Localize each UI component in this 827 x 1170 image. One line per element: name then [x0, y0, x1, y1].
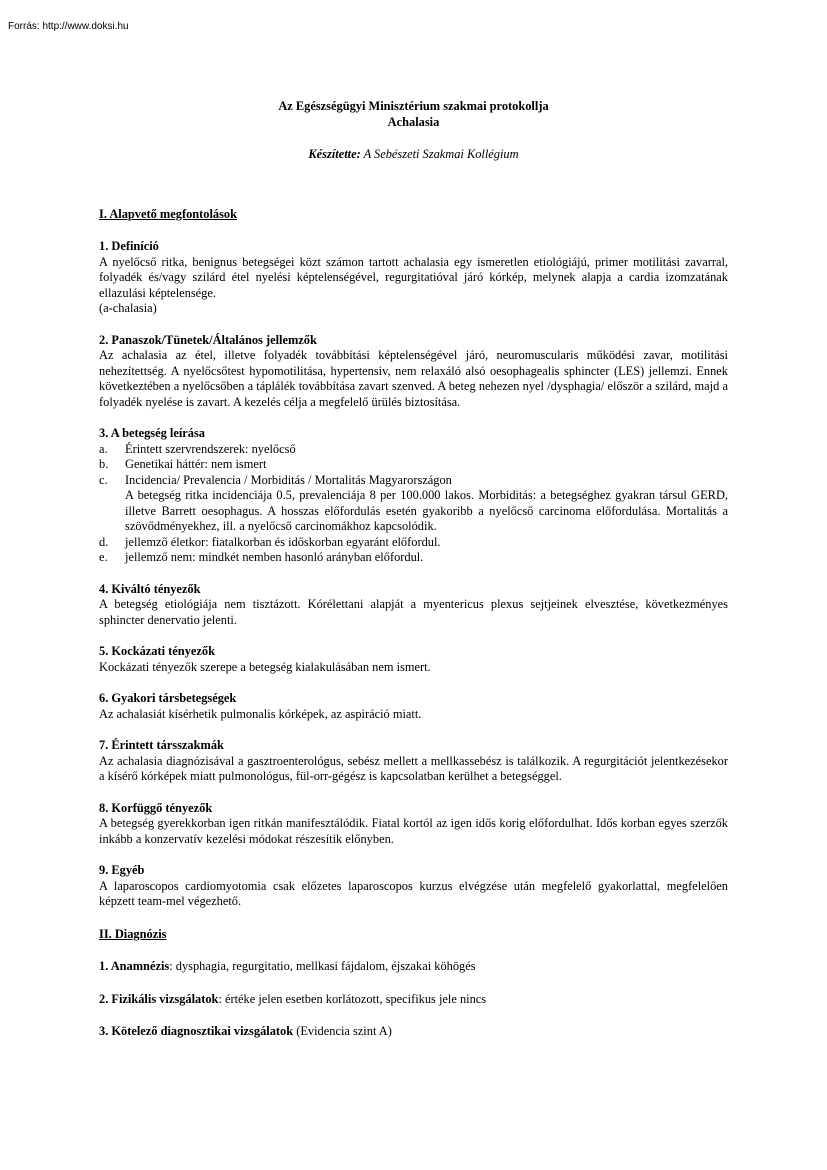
diagnosis-text-2: : értéke jelen esetben korlátozott, specifikus jele nincs	[218, 991, 487, 1006]
document-subtitle: Achalasia	[387, 114, 440, 129]
diagnosis-text-3: (Evidencia szint A)	[293, 1024, 392, 1038]
subsection-text-4: A betegség etiológiája nem tisztázott. Kórélettani alapját a myentericus plexus sejtjeinek elvesztése, következményes sphincter denervatio jelenti.	[99, 597, 728, 627]
list-marker: d.	[99, 534, 109, 549]
subsection-heading-4: 4. Kiváltó tényezők	[99, 581, 201, 596]
diagnosis-text-1: : dysphagia, regurgitatio, mellkasi fájdalom, éjszakai köhögés	[169, 959, 476, 973]
subsection-heading-7: 7. Érintett társszakmák	[99, 738, 224, 752]
subsection-heading-8: 8. Korfüggő tényezők	[99, 800, 213, 815]
subsection-text-5: Kockázati tényezők szerepe a betegség kialakulásában nem ismert.	[99, 659, 431, 674]
document-page	[99, 99, 728, 1040]
diagnosis-label-3: 3. Kötelező diagnosztikai vizsgálatok	[99, 1024, 294, 1038]
subsection-heading-9: 9. Egyéb	[99, 863, 145, 877]
source-label: Forrás: http://www.doksi.hu	[8, 21, 129, 32]
list-text: jellemző életkor: fiatalkorban és időskorban egyaránt előfordul.	[125, 534, 441, 549]
diagnosis-label-2: 2. Fizikális vizsgálatok	[99, 991, 219, 1006]
list-text: Érintett szervrendszerek: nyelőcső	[125, 441, 296, 456]
subsection-heading-5: 5. Kockázati tényezők	[99, 644, 215, 658]
subsection-text-7: Az achalasia diagnózisával a gasztroenterológus, sebész mellett a mellkassebész is találkozik. A regurgitációt jelentkezésekor a kísérő kórképek miatt pulmonológus, fül-orr-gégész is kapcsolatban kerülhet a betegséggel.	[99, 753, 728, 783]
list-text: jellemző nem: mindkét nemben hasonló arányban előfordul.	[125, 550, 424, 564]
author-line	[99, 147, 728, 163]
diagnosis-item-1	[99, 959, 728, 975]
subsection-heading-2: 2. Panaszok/Tünetek/Általános jellemzők	[99, 332, 317, 347]
subsection-note-1: (a-chalasia)	[99, 301, 157, 315]
subsection-heading-1: 1. Definíció	[99, 239, 159, 253]
subsection-text-6: Az achalasiát kísérhetik pulmonalis kórképek, az aspiráció miatt.	[99, 706, 422, 721]
list-item-detail: A betegség ritka incidenciája 0.5, prevalenciája 8 per 100.000 lakos. Morbiditás: a betegséghez gyakran társul GERD, illetve Barrett oesophagus. A hosszas előfordulás esetén gyakoribb a nyelőcső carcinoma előfordulása. Mortalitás a szövődményekhez, ill. a nyelőcső carcinomákhoz kapcsolódik.	[125, 488, 728, 533]
list-marker: b.	[99, 457, 109, 471]
list-marker: e.	[99, 550, 108, 564]
list-item	[99, 473, 728, 489]
author-label: Készítette:	[308, 147, 361, 161]
list-text: Genetikai háttér: nem ismert	[125, 457, 267, 471]
subsection-text-1: A nyelőcső ritka, benignus betegségei közt számon tartott achalasia egy ismeretlen etiológiájú, primer motilitási zavarral, folyadék és/vagy szilárd étel nyelési képtelenségével, regurgitatióval járó kórkép, melynek alapja a cardia izomzatának ellazulási képtelensége.	[99, 254, 728, 300]
document-title: Az Egészségügyi Minisztérium szakmai protokollja	[278, 99, 549, 113]
list-item	[99, 457, 728, 473]
subsection-text-2: Az achalasia az étel, illetve folyadék továbbítási képtelenségével járó, neuromuscularis működési zavar, motilitási nehezítettség. A nyelőcsőtest hypomotilitása, hypertensiv, nem relaxáló alsó oesophagealis sphincter (LES) jellemzi. Ennek következtében a nyelőcsőben a táplálék továbbítása zavart szenved. A beteg nehezen nyel /dysphagia/ először a szilárd, majd a folyadék nyelése is zavart. A kezelés célja a megfelelő ürülés biztosítása.	[99, 348, 728, 409]
list-item	[99, 442, 728, 458]
section-title-1: I. Alapvető megfontolások	[99, 206, 238, 221]
diagnosis-item-3	[99, 1024, 728, 1040]
section-title-2: II. Diagnózis	[99, 926, 167, 941]
diagnosis-item-2	[99, 992, 728, 1008]
diagnosis-label-1: 1. Anamnézis	[99, 959, 170, 973]
list-item	[99, 535, 728, 551]
subsection-heading-6: 6. Gyakori társbetegségek	[99, 691, 237, 705]
author-value: A Sebészeti Szakmai Kollégium	[360, 147, 519, 161]
subsection-text-9: A laparoscopos cardiomyotomia csak előzetes laparoscopos kurzus elvégzése után megfelelő gyakorlattal, megfelelően képzett team-mel végezhető.	[99, 878, 728, 908]
subsection-text-8: A betegség gyerekkorban igen ritkán manifesztálódik. Fiatal kortól az igen idős korig előfordulhat. Idős korban egyes szerzők inkább a konzervatív kezelési módokat részesítik előnyben.	[99, 816, 728, 846]
list-marker: c.	[99, 472, 108, 487]
list-text: Incidencia/ Prevalencia / Morbiditás / Mortalitás Magyarországon	[125, 472, 452, 487]
list-marker: a.	[99, 441, 108, 456]
list-item	[99, 550, 728, 566]
subsection-heading-3: 3. A betegség leírása	[99, 426, 205, 440]
